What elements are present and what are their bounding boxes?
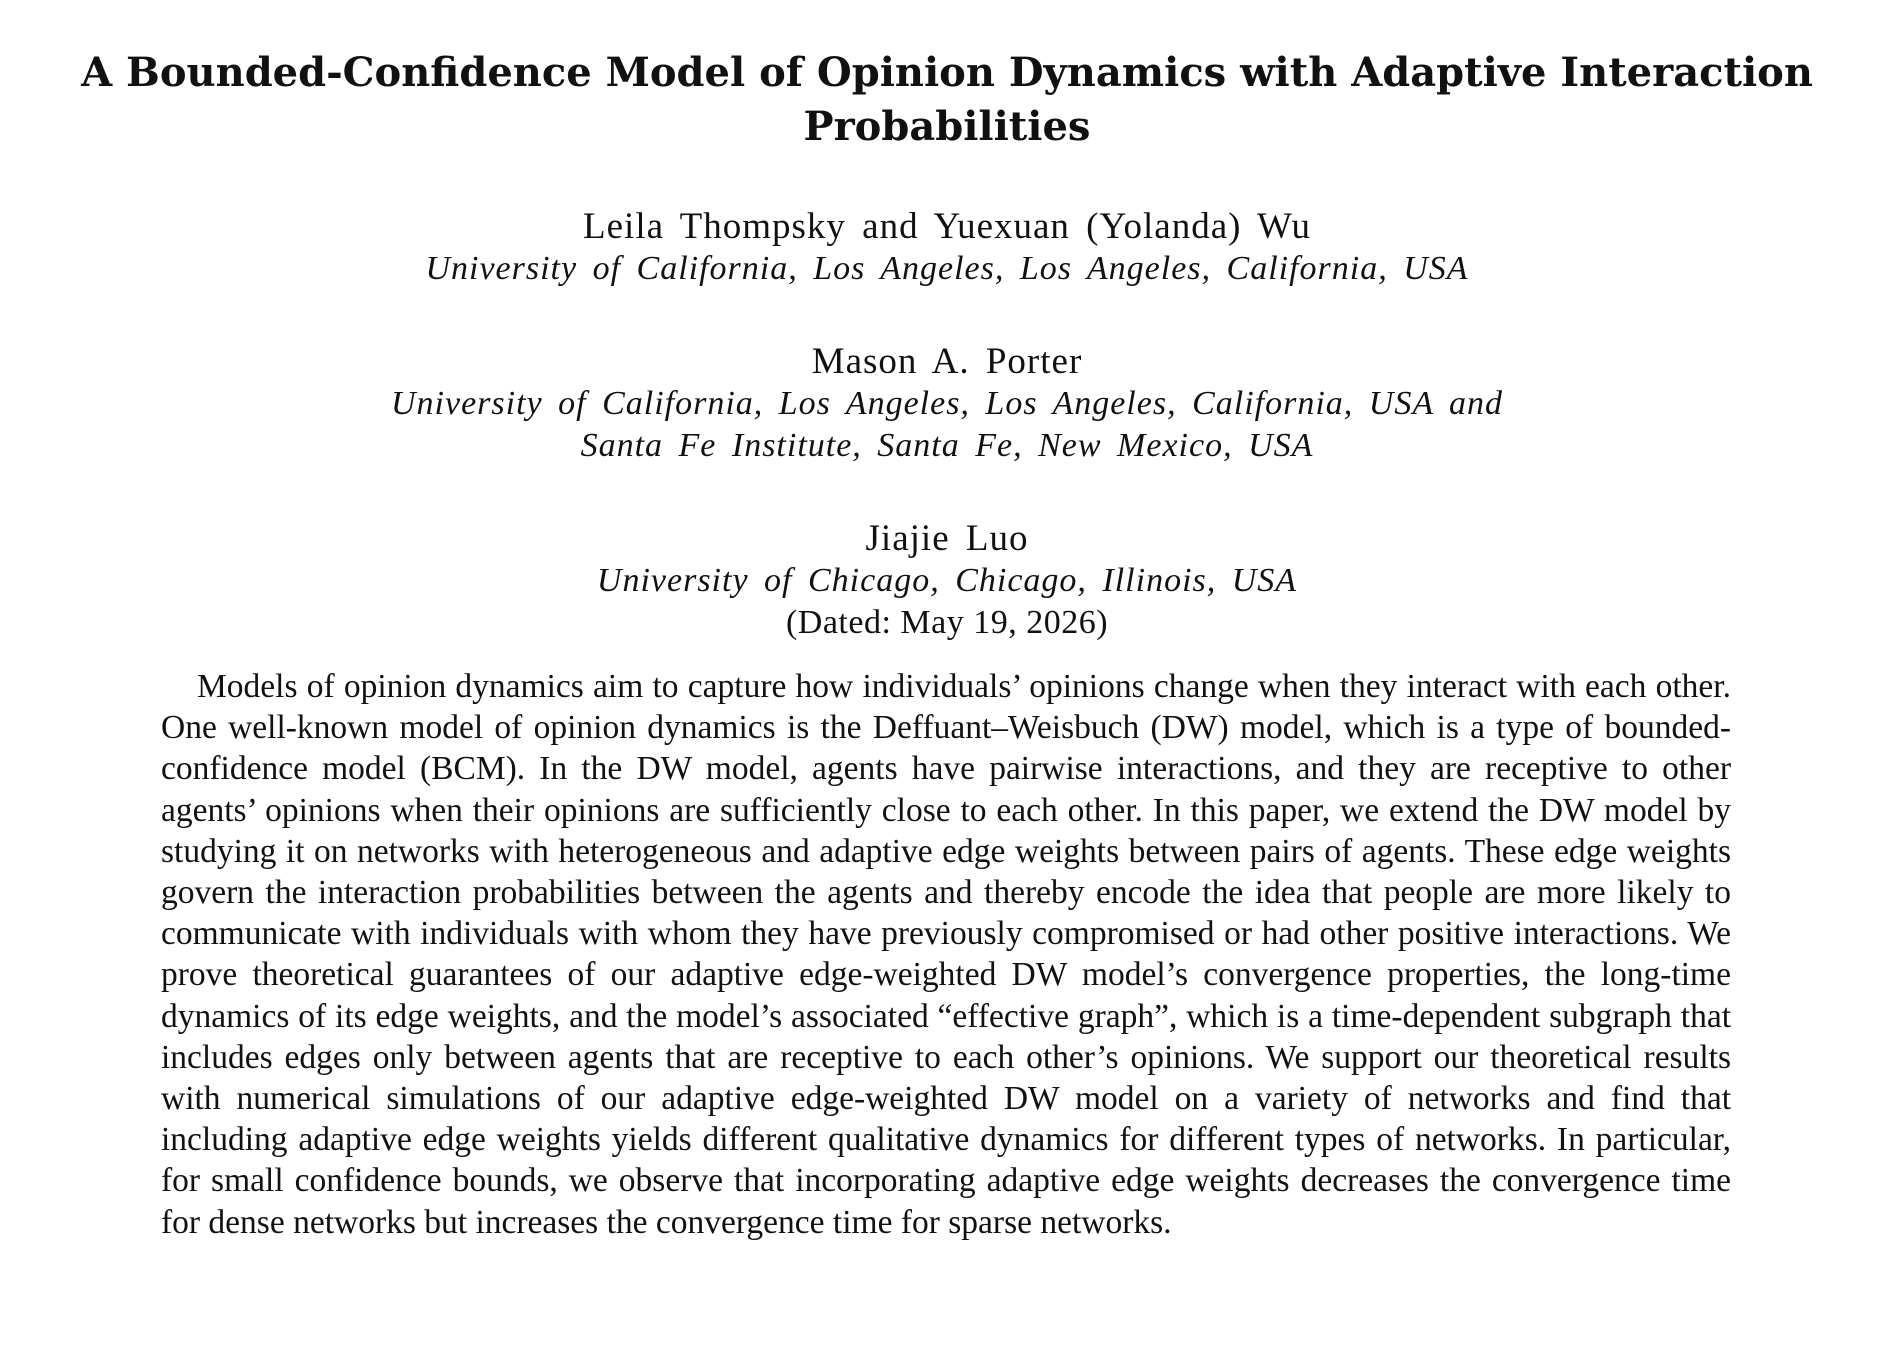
author-name: Mason A. Porter	[811, 341, 1083, 382]
author-name: Jiajie Luo	[865, 518, 1029, 559]
date-line: (Dated: May 19, 2026)	[785, 604, 1109, 641]
author-group-1	[40, 206, 1854, 290]
author-group-2	[40, 341, 1854, 467]
abstract-text: Models of opinion dynamics aim to capture how individuals’ opinions change when they interact with each other. One well-known model of opinion dynamics is the Deffuant–Weisbuch (DW) model, which is a type of bounded-confidence model (BCM). In the DW model, agents have pairwise interactions, and they are receptive to other agents’ opinions when their opinions are sufficiently close to each other. In this paper, we extend the DW model by studying it on networks with heterogeneous and adaptive edge weights between pairs of agents. These edge weights govern the interaction probabilities between the agents and thereby encode the idea that people are more likely to communicate with individuals with whom they have previously compromised or had other positive interactions. We prove theoretical guarantees of our adaptive edge-weighted DW model’s convergence properties, the long-time dynamics of its edge weights, and the model’s associated “effective graph”, which is a time-dependent subgraph that includes edges only between agents that are receptive to each other’s opinions. We support our theoretical results with numerical simulations of our adaptive edge-weighted DW model on a variety of networks and find that including adaptive edge weights yields different qualitative dynamics for different types of networks. In particular, for small confidence bounds, we observe that incorporating adaptive edge weights decreases the convergence time for dense networks but increases the convergence time for sparse networks.	[161, 668, 1731, 1241]
paper-title: A Bounded-Confidence Model of Opinion Dynamics with Adaptive Interaction Probabilities	[81, 49, 1813, 150]
author-group-3	[40, 518, 1854, 644]
author-name: Leila Thompsky and Yuexuan (Yolanda) Wu	[583, 206, 1311, 247]
author-affiliation: University of California, Los Angeles, Los Angeles, California, USA	[425, 250, 1469, 287]
author-affiliation: University of Chicago, Chicago, Illinois, USA	[596, 562, 1298, 599]
author-affiliation: University of California, Los Angeles, Los Angeles, California, USA and	[391, 385, 1503, 422]
author-affiliation: Santa Fe Institute, Santa Fe, New Mexico, USA	[580, 427, 1314, 464]
